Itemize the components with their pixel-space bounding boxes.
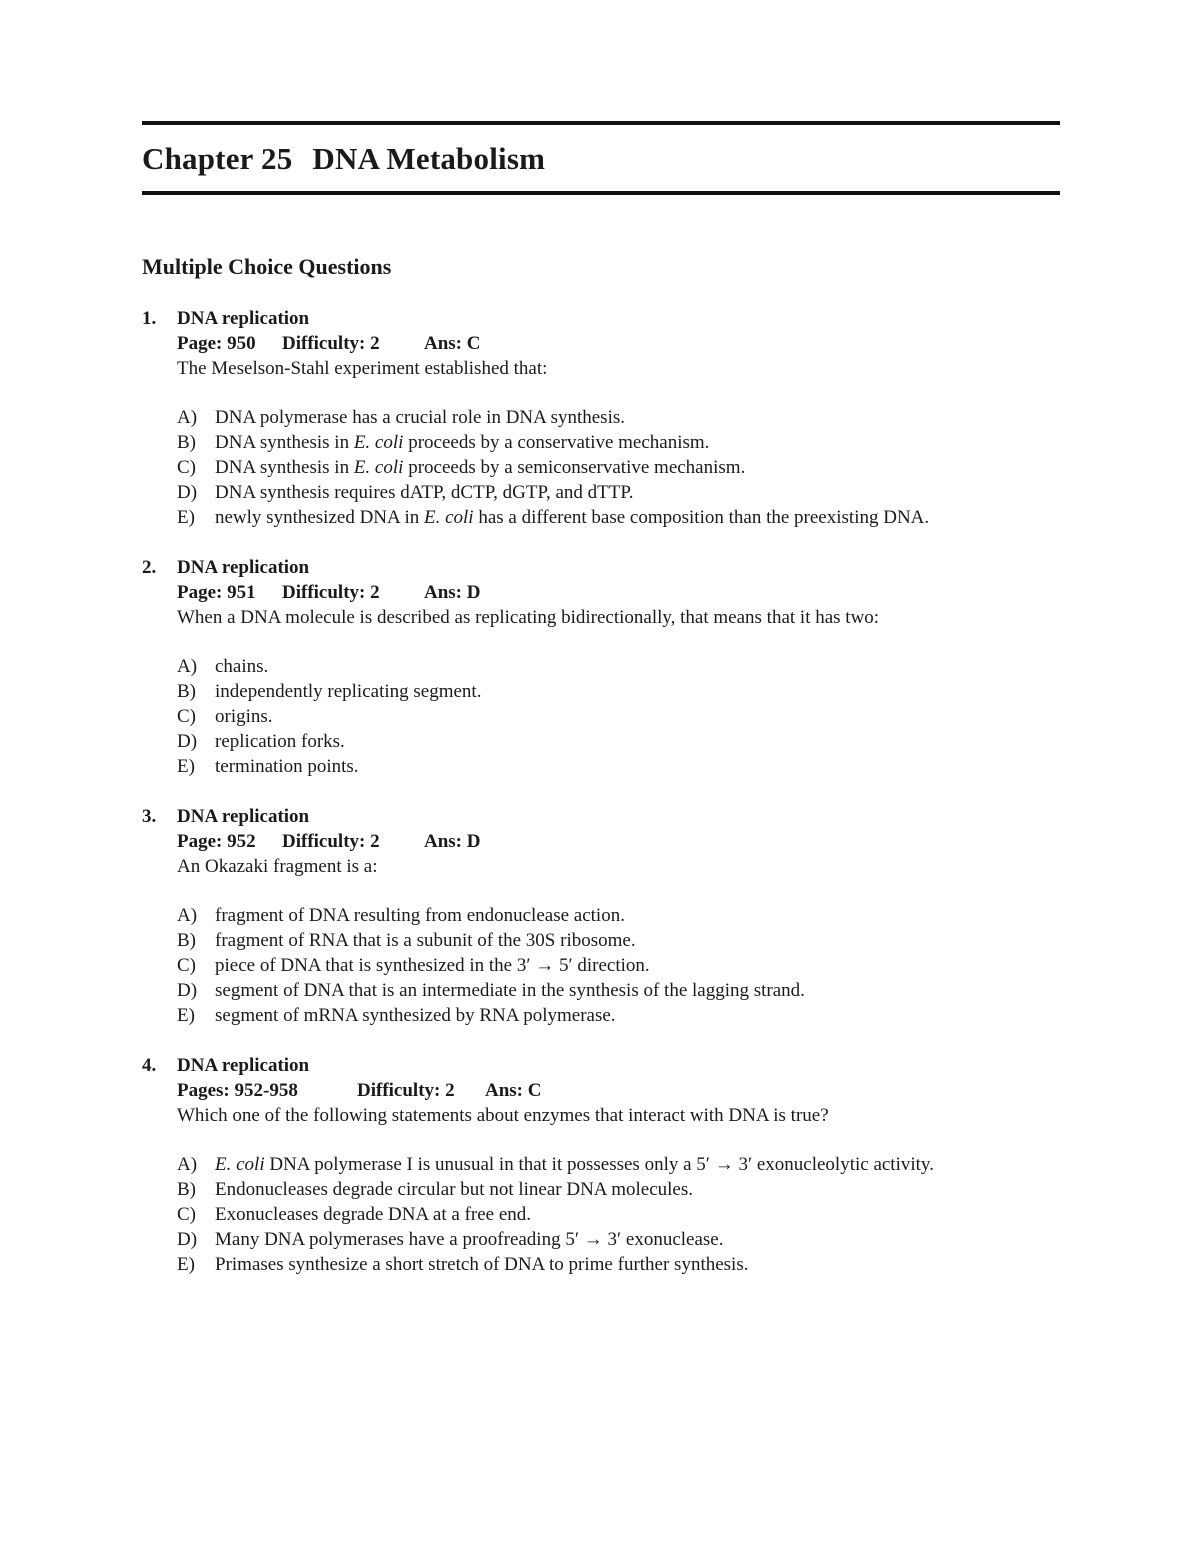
question-answer: Ans: D <box>424 582 481 603</box>
question-2 <box>142 555 1060 779</box>
question-page: Page: 950 <box>177 333 256 354</box>
option-e: E) Primases synthesize a short stretch of DNA to prime further synthesis. <box>177 1254 749 1275</box>
question-topic: DNA replication <box>177 1055 310 1076</box>
option-c: C) Exonucleases degrade DNA at a free end. <box>177 1204 531 1225</box>
option-list <box>177 1152 1060 1277</box>
option-b: B) DNA synthesis in E. coli proceeds by a conservative mechanism. <box>177 432 710 453</box>
question-3 <box>142 804 1060 1028</box>
option-c: C) origins. <box>177 706 273 727</box>
question-difficulty: Difficulty: 2 <box>357 1080 455 1101</box>
option-list <box>177 654 1060 779</box>
option-d: D) Many DNA polymerases have a proofreading 5′ → 3′ exonuclease. <box>177 1229 724 1250</box>
chapter-number: Chapter 25 <box>142 141 293 176</box>
question-meta <box>177 829 1060 854</box>
option-b: B) Endonucleases degrade circular but not linear DNA molecules. <box>177 1179 693 1200</box>
option-d: D) replication forks. <box>177 731 345 752</box>
question-4 <box>142 1053 1060 1277</box>
question-stem: An Okazaki fragment is a: <box>177 856 378 877</box>
question-1 <box>142 306 1060 530</box>
section-title: Multiple Choice Questions <box>142 254 392 279</box>
question-number: 4. <box>142 1055 157 1076</box>
option-b: B) fragment of RNA that is a subunit of the 30S ribosome. <box>177 930 636 951</box>
option-a: A) fragment of DNA resulting from endonuclease action. <box>177 905 625 926</box>
question-difficulty: Difficulty: 2 <box>282 582 380 603</box>
chapter-title: DNA Metabolism <box>312 141 546 176</box>
question-difficulty: Difficulty: 2 <box>282 333 380 354</box>
option-e: E) termination points. <box>177 756 359 777</box>
question-stem: Which one of the following statements about enzymes that interact with DNA is true? <box>177 1105 829 1126</box>
option-e: E) newly synthesized DNA in E. coli has a different base composition than the preexisting DNA. <box>177 507 930 528</box>
question-answer: Ans: C <box>485 1080 542 1101</box>
question-number: 1. <box>142 308 157 329</box>
question-stem: The Meselson-Stahl experiment established that: <box>177 358 548 379</box>
question-list <box>142 306 1060 1302</box>
option-e: E) segment of mRNA synthesized by RNA polymerase. <box>177 1005 616 1026</box>
question-difficulty: Difficulty: 2 <box>282 831 380 852</box>
question-number: 3. <box>142 806 157 827</box>
option-d: D) DNA synthesis requires dATP, dCTP, dGTP, and dTTP. <box>177 482 634 503</box>
option-list <box>177 903 1060 1028</box>
top-rule <box>142 121 1060 125</box>
question-meta <box>177 580 1060 605</box>
question-page: Page: 951 <box>177 582 256 603</box>
question-page: Pages: 952-958 <box>177 1080 298 1101</box>
option-a: A) E. coli DNA polymerase I is unusual in that it possesses only a 5′ → 3′ exonucleolytic activity. <box>177 1154 934 1175</box>
chapter-heading <box>142 141 545 177</box>
question-stem: When a DNA molecule is described as replicating bidirectionally, that means that it has two: <box>177 607 880 628</box>
bottom-rule <box>142 191 1060 195</box>
option-c: C) piece of DNA that is synthesized in the 3′ → 5′ direction. <box>177 955 650 976</box>
option-list <box>177 405 1060 530</box>
question-answer: Ans: C <box>424 333 481 354</box>
question-topic: DNA replication <box>177 308 310 329</box>
question-topic: DNA replication <box>177 806 310 827</box>
option-b: B) independently replicating segment. <box>177 681 482 702</box>
question-page: Page: 952 <box>177 831 256 852</box>
question-meta <box>177 331 1060 356</box>
question-number: 2. <box>142 557 157 578</box>
option-a: A) DNA polymerase has a crucial role in DNA synthesis. <box>177 407 625 428</box>
question-meta <box>177 1078 1060 1103</box>
question-topic: DNA replication <box>177 557 310 578</box>
question-answer: Ans: D <box>424 831 481 852</box>
option-c: C) DNA synthesis in E. coli proceeds by a semiconservative mechanism. <box>177 457 746 478</box>
option-a: A) chains. <box>177 656 269 677</box>
option-d: D) segment of DNA that is an intermediate in the synthesis of the lagging strand. <box>177 980 805 1001</box>
